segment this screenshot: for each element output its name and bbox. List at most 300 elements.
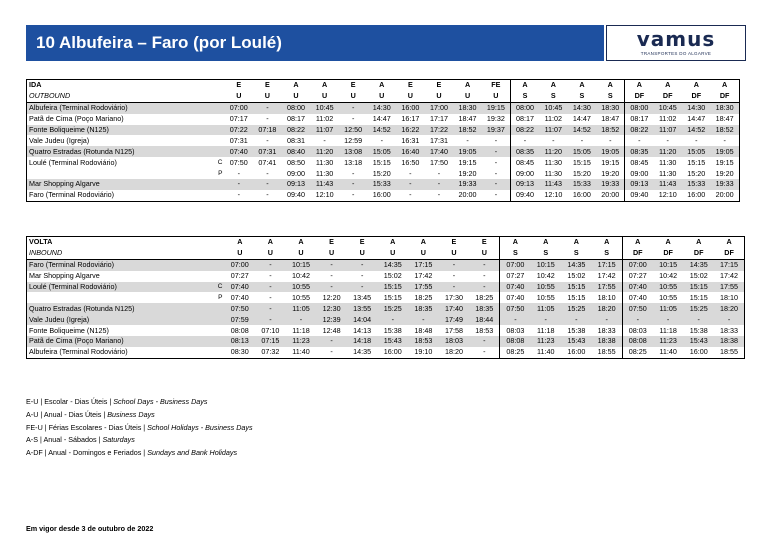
stop-row xyxy=(27,347,745,358)
time-cell: - xyxy=(225,179,254,190)
time-cell: 14:52 xyxy=(568,125,597,136)
time-cell: 16:00 xyxy=(396,102,425,113)
stop-name: Albufeira (Terminal Rodoviário) xyxy=(27,102,215,113)
time-cell: S xyxy=(500,248,531,259)
time-cell: 18:35 xyxy=(408,303,439,314)
stop-row xyxy=(27,259,745,270)
time-cell: 17:55 xyxy=(592,282,623,293)
stop-name: Vale Judeu (Igreja) xyxy=(27,314,215,325)
time-cell: 15:33 xyxy=(568,179,597,190)
stop-name: Patã de Cima (Poço Mariano) xyxy=(27,336,215,347)
time-cell: 19:20 xyxy=(715,168,734,178)
time-cell: - xyxy=(237,190,240,200)
time-cell: A xyxy=(510,80,539,91)
time-cell: DF xyxy=(653,91,682,102)
time-cell: 11:18 xyxy=(292,325,310,335)
time-cell: 16:00 xyxy=(383,347,402,357)
time-cell: - xyxy=(561,314,592,325)
time-cell: 08:40 xyxy=(282,146,311,157)
time-cell: 11:18 xyxy=(659,325,677,335)
time-cell: 18:52 xyxy=(453,125,482,136)
time-cell: 08:13 xyxy=(225,336,256,347)
time-cell: 08:00 xyxy=(282,102,311,113)
time-cell: - xyxy=(439,259,470,270)
time-cell: - xyxy=(580,135,584,145)
time-cell: DF xyxy=(711,91,740,102)
platform-code: C xyxy=(215,282,225,293)
time-cell: 07:40 xyxy=(622,282,653,293)
time-cell: A xyxy=(665,237,671,247)
time-cell: 18:53 xyxy=(475,325,494,335)
time-cell: 18:44 xyxy=(469,314,500,325)
time-cell: 19:15 xyxy=(601,157,620,167)
platform-code xyxy=(215,102,225,113)
time-cell: 10:42 xyxy=(659,271,678,281)
time-cell: DF xyxy=(682,91,711,102)
time-cell: 18:30 xyxy=(711,102,740,113)
stop-row xyxy=(27,271,745,282)
time-cell: - xyxy=(666,135,669,145)
time-cell: - xyxy=(510,135,539,146)
time-cell: - xyxy=(286,314,317,325)
time-cell: A xyxy=(693,80,699,90)
time-cell: 18:33 xyxy=(720,325,739,335)
platform-code xyxy=(215,146,225,157)
time-cell: 07:50 xyxy=(622,303,653,314)
time-cell: 08:35 xyxy=(510,146,539,157)
legend-english: Sundays and Bank Holidays xyxy=(147,448,238,458)
time-cell: A xyxy=(543,237,549,247)
time-cell: U xyxy=(286,248,317,259)
time-cell: 08:03 xyxy=(500,325,531,336)
legend-code: A-S | Anual - Sábados | xyxy=(26,435,103,445)
platform-code: C xyxy=(217,158,223,166)
time-cell: 18:38 xyxy=(592,336,623,347)
time-cell: 15:38 xyxy=(383,325,402,335)
time-cell: 07:31 xyxy=(229,135,248,145)
time-cell: 14:47 xyxy=(687,114,706,124)
time-cell: 15:20 xyxy=(372,168,391,178)
time-cell: 14:52 xyxy=(682,125,711,136)
time-cell: A xyxy=(625,80,654,91)
time-cell: - xyxy=(237,168,240,178)
time-cell: A xyxy=(293,80,299,90)
time-cell: 18:20 xyxy=(592,303,623,314)
legend-code: A-U | Anual - Dias Úteis | xyxy=(26,409,108,419)
time-cell: 15:15 xyxy=(561,282,592,293)
time-cell: 07:00 xyxy=(225,102,254,113)
time-cell: U xyxy=(225,91,254,102)
time-cell: - xyxy=(316,259,347,270)
time-cell: 14:47 xyxy=(372,114,391,124)
time-cell: 11:43 xyxy=(539,179,568,190)
time-cell: 07:40 xyxy=(500,282,531,293)
time-cell: - xyxy=(253,179,282,190)
time-cell: 08:17 xyxy=(286,114,305,124)
time-cell: 10:15 xyxy=(530,259,561,270)
time-cell: - xyxy=(439,282,470,293)
time-cell: - xyxy=(469,336,500,347)
platform-code xyxy=(215,114,225,125)
time-cell: - xyxy=(408,314,439,325)
time-cell: - xyxy=(469,282,500,293)
time-cell: 07:27 xyxy=(622,271,653,282)
time-cell: 10:55 xyxy=(659,292,678,302)
time-cell: 17:22 xyxy=(425,125,454,136)
time-cell: 07:00 xyxy=(622,259,653,270)
time-cell: 13:08 xyxy=(339,146,368,157)
stop-name: Faro (Terminal Rodoviário) xyxy=(27,259,215,270)
time-cell: U xyxy=(425,91,454,102)
stop-name: Mar Shopping Algarve xyxy=(27,179,215,190)
time-cell: - xyxy=(339,102,368,113)
stop-name: INBOUND xyxy=(27,248,215,259)
time-cell: 19:37 xyxy=(482,125,511,136)
time-cell: 08:45 xyxy=(625,157,654,168)
time-cell: - xyxy=(266,168,269,178)
time-cell: 11:30 xyxy=(544,168,563,178)
time-cell: - xyxy=(377,314,408,325)
time-cell: 12:20 xyxy=(322,292,341,302)
time-cell: 17:15 xyxy=(714,259,745,270)
platform-code xyxy=(215,271,225,282)
time-cell: 11:40 xyxy=(659,347,677,357)
time-cell: 07:22 xyxy=(225,125,254,136)
time-cell: E xyxy=(350,80,356,90)
time-cell: 19:05 xyxy=(711,146,740,157)
time-cell: DF xyxy=(653,248,684,259)
stop-row xyxy=(27,135,740,146)
time-cell: 10:55 xyxy=(530,282,561,293)
legend-english: Saturdays xyxy=(102,435,135,445)
time-cell: A xyxy=(622,237,653,248)
time-cell: - xyxy=(695,135,698,145)
time-cell: 18:48 xyxy=(414,325,433,335)
stop-row xyxy=(27,125,740,136)
time-cell: - xyxy=(255,282,286,293)
time-cell: 13:18 xyxy=(344,157,363,167)
time-cell: E xyxy=(407,80,413,90)
time-cell: 14:13 xyxy=(353,325,372,335)
time-cell: E xyxy=(236,80,242,90)
time-cell: 10:15 xyxy=(286,259,317,270)
time-cell: - xyxy=(500,314,531,325)
time-cell: - xyxy=(351,168,355,178)
time-cell: - xyxy=(483,271,486,281)
time-cell: 16:00 xyxy=(687,190,706,200)
time-cell: 07:59 xyxy=(225,314,256,325)
time-cell: 14:30 xyxy=(682,102,711,113)
time-cell: - xyxy=(653,314,684,325)
time-cell: 18:52 xyxy=(711,125,740,136)
time-cell: 09:13 xyxy=(510,179,539,190)
time-cell: 20:00 xyxy=(715,190,734,200)
time-cell: A xyxy=(267,237,273,247)
time-cell: DF xyxy=(625,91,654,102)
time-cell: - xyxy=(530,314,561,325)
platform-code xyxy=(215,347,225,358)
time-cell: E xyxy=(436,80,442,90)
time-cell: A xyxy=(390,237,396,247)
time-cell: - xyxy=(339,179,368,190)
time-cell: - xyxy=(483,347,486,357)
time-cell: 15:15 xyxy=(567,292,586,302)
time-cell: 19:15 xyxy=(715,157,734,167)
platform-code xyxy=(215,237,225,248)
time-cell: - xyxy=(266,190,269,200)
time-cell: 11:30 xyxy=(315,157,334,167)
time-cell: 10:42 xyxy=(291,271,310,281)
time-cell: 15:33 xyxy=(682,179,711,190)
time-cell: S xyxy=(592,248,623,259)
time-cell: 11:23 xyxy=(286,336,317,347)
time-cell: - xyxy=(482,146,511,157)
platform-code xyxy=(215,179,225,190)
service-code-row xyxy=(27,237,745,248)
time-cell: - xyxy=(723,135,726,145)
time-cell: 08:22 xyxy=(282,125,311,136)
time-cell: 11:20 xyxy=(310,146,339,157)
platform-code xyxy=(215,135,225,146)
time-cell: 18:47 xyxy=(715,114,734,124)
time-cell: 17:00 xyxy=(425,102,454,113)
time-cell: 18:20 xyxy=(714,303,745,314)
platform-code xyxy=(215,190,225,201)
time-cell: 07:17 xyxy=(229,114,248,124)
time-cell: 12:48 xyxy=(322,325,341,335)
time-cell: U xyxy=(408,248,439,259)
time-cell: A xyxy=(696,237,702,247)
time-cell: 17:58 xyxy=(444,325,463,335)
time-cell: 08:00 xyxy=(510,102,539,113)
time-cell: - xyxy=(437,168,441,178)
time-cell: 16:00 xyxy=(689,347,708,357)
time-cell: - xyxy=(316,282,347,293)
stop-row xyxy=(27,146,740,157)
time-cell: A xyxy=(379,80,385,90)
time-cell: - xyxy=(269,292,272,302)
time-cell: U xyxy=(396,91,425,102)
time-cell: 15:05 xyxy=(568,146,597,157)
time-cell: U xyxy=(439,248,470,259)
time-cell: 18:47 xyxy=(458,114,477,124)
stop-name: Loulé (Terminal Rodoviário) xyxy=(27,282,215,293)
stop-row xyxy=(27,292,745,303)
time-cell: - xyxy=(266,135,269,145)
time-cell: 07:40 xyxy=(225,146,254,157)
stop-name: VOLTA xyxy=(29,237,53,247)
time-cell: 07:27 xyxy=(230,271,249,281)
time-cell: 12:50 xyxy=(339,125,368,136)
time-cell: 08:50 xyxy=(286,157,305,167)
time-cell: - xyxy=(347,259,378,270)
time-cell: 11:30 xyxy=(315,168,334,178)
time-cell: 11:43 xyxy=(310,179,339,190)
time-cell: - xyxy=(316,336,347,347)
time-cell: 15:43 xyxy=(561,336,592,347)
stop-row xyxy=(27,114,740,125)
time-cell: 11:30 xyxy=(544,157,563,167)
time-cell: A xyxy=(420,237,426,247)
time-cell: U xyxy=(377,248,408,259)
time-cell: 14:30 xyxy=(367,102,396,113)
legend xyxy=(26,396,253,460)
time-cell: 08:35 xyxy=(625,146,654,157)
time-cell: - xyxy=(380,135,383,145)
time-cell: 19:33 xyxy=(596,179,625,190)
time-cell: - xyxy=(396,179,425,190)
time-cell: 17:42 xyxy=(414,271,433,281)
time-cell: E xyxy=(329,237,334,247)
time-cell: 18:53 xyxy=(408,336,439,347)
time-cell: 09:40 xyxy=(286,190,305,200)
time-cell: 18:10 xyxy=(597,292,616,302)
time-cell: 14:35 xyxy=(561,259,592,270)
time-cell: 16:31 xyxy=(401,135,420,145)
time-cell: U xyxy=(367,91,396,102)
time-cell: - xyxy=(609,135,612,145)
time-cell: - xyxy=(469,259,500,270)
time-cell: 19:20 xyxy=(458,168,477,178)
time-cell: 10:55 xyxy=(536,292,555,302)
time-cell: 16:50 xyxy=(401,157,420,167)
time-cell: 17:42 xyxy=(720,271,739,281)
time-cell: 18:55 xyxy=(720,347,739,357)
legend-english: School Holidays - Business Days xyxy=(147,422,253,432)
time-cell: 11:02 xyxy=(544,114,563,124)
time-cell: - xyxy=(452,271,456,281)
legend-code: FE-U | Férias Escolares - Dias Úteis | xyxy=(26,422,148,432)
time-cell: 08:31 xyxy=(286,135,305,145)
platform-code: P xyxy=(218,293,223,301)
time-cell: 08:45 xyxy=(510,157,539,168)
service-code-row xyxy=(27,80,740,91)
time-cell: S xyxy=(596,91,625,102)
time-cell: 15:33 xyxy=(367,179,396,190)
time-cell: - xyxy=(330,271,333,281)
time-cell: 20:00 xyxy=(458,190,477,200)
time-cell: 08:25 xyxy=(500,347,531,358)
time-cell: 12:39 xyxy=(316,314,347,325)
time-cell: 07:18 xyxy=(253,125,282,136)
time-cell: A xyxy=(665,80,671,90)
time-cell: U xyxy=(255,248,286,259)
stop-row xyxy=(27,157,740,168)
time-cell: 11:40 xyxy=(292,347,310,357)
time-cell: - xyxy=(323,135,326,145)
stop-name: Patã de Cima (Poço Mariano) xyxy=(29,114,124,124)
time-cell: 10:55 xyxy=(286,282,317,293)
time-cell: 07:10 xyxy=(261,325,280,335)
time-cell: - xyxy=(592,314,623,325)
stop-row xyxy=(27,282,745,293)
time-cell: 09:40 xyxy=(625,190,654,201)
time-cell: 15:02 xyxy=(689,271,708,281)
stop-row xyxy=(27,314,745,325)
time-cell: U xyxy=(253,91,282,102)
time-cell: - xyxy=(683,314,714,325)
time-cell: 17:55 xyxy=(408,282,439,293)
time-cell: 12:10 xyxy=(658,190,677,200)
vamus-logo xyxy=(606,25,746,61)
time-cell: 17:49 xyxy=(439,314,470,325)
time-cell: 07:50 xyxy=(229,157,248,167)
time-cell: 18:35 xyxy=(469,303,500,314)
time-cell: 18:47 xyxy=(601,114,620,124)
time-cell: 17:31 xyxy=(429,135,448,145)
time-cell: 17:40 xyxy=(425,146,454,157)
time-cell: 19:32 xyxy=(486,114,505,124)
time-cell: 17:55 xyxy=(714,282,745,293)
time-cell: 11:23 xyxy=(653,336,684,347)
stop-row xyxy=(27,102,740,113)
time-cell: A xyxy=(722,80,728,90)
time-cell: 17:40 xyxy=(439,303,470,314)
platform-code xyxy=(215,80,225,91)
time-cell: 09:00 xyxy=(625,168,654,179)
time-cell: S xyxy=(530,248,561,259)
time-cell: 10:55 xyxy=(291,292,310,302)
time-cell: E xyxy=(481,237,487,247)
stop-name xyxy=(27,292,215,303)
time-cell: S xyxy=(561,248,592,259)
time-cell: DF xyxy=(683,248,714,259)
header xyxy=(26,25,746,61)
time-cell: 19:15 xyxy=(458,157,477,167)
platform-code xyxy=(215,91,225,102)
time-cell: 11:30 xyxy=(658,157,677,167)
time-cell: 16:22 xyxy=(396,125,425,136)
time-cell: 08:30 xyxy=(230,347,249,357)
time-cell: 16:00 xyxy=(567,347,586,357)
time-cell: S xyxy=(510,91,539,102)
time-cell: 08:22 xyxy=(625,125,654,136)
time-cell: 15:15 xyxy=(377,282,408,293)
time-cell: 18:25 xyxy=(414,292,433,302)
time-cell: 11:18 xyxy=(537,325,555,335)
time-cell: 17:15 xyxy=(408,259,439,270)
day-type-row xyxy=(27,91,740,102)
time-cell: U xyxy=(339,91,368,102)
time-cell: 09:00 xyxy=(510,168,539,179)
legend-english: Business Days xyxy=(107,409,155,419)
time-cell: U xyxy=(469,248,500,259)
platform-code xyxy=(215,248,225,259)
time-cell: 11:20 xyxy=(539,146,568,157)
time-cell: 10:15 xyxy=(653,259,684,270)
outbound-timetable xyxy=(26,79,740,202)
time-cell: 12:10 xyxy=(315,190,334,200)
time-cell: - xyxy=(269,271,272,281)
time-cell: 08:08 xyxy=(622,336,653,347)
stop-name: Albufeira (Terminal Rodoviário) xyxy=(29,347,128,357)
time-cell: 17:30 xyxy=(444,292,463,302)
logo-tagline: TRANSPORTES DO ALGARVE xyxy=(640,51,712,56)
time-cell: 15:25 xyxy=(561,303,592,314)
time-cell: - xyxy=(494,135,498,145)
time-cell: 17:42 xyxy=(597,271,616,281)
time-cell: S xyxy=(568,91,597,102)
time-cell: 18:52 xyxy=(596,125,625,136)
page-title: 10 Albufeira – Faro (por Loulé) xyxy=(26,25,604,61)
stop-name: Quatro Estradas (Rotunda N125) xyxy=(27,146,215,157)
legend-item xyxy=(26,409,253,422)
time-cell: 08:17 xyxy=(510,114,539,125)
time-cell: 15:15 xyxy=(683,282,714,293)
time-cell: - xyxy=(253,102,282,113)
time-cell: 16:00 xyxy=(572,190,591,200)
time-cell: 11:43 xyxy=(653,179,682,190)
